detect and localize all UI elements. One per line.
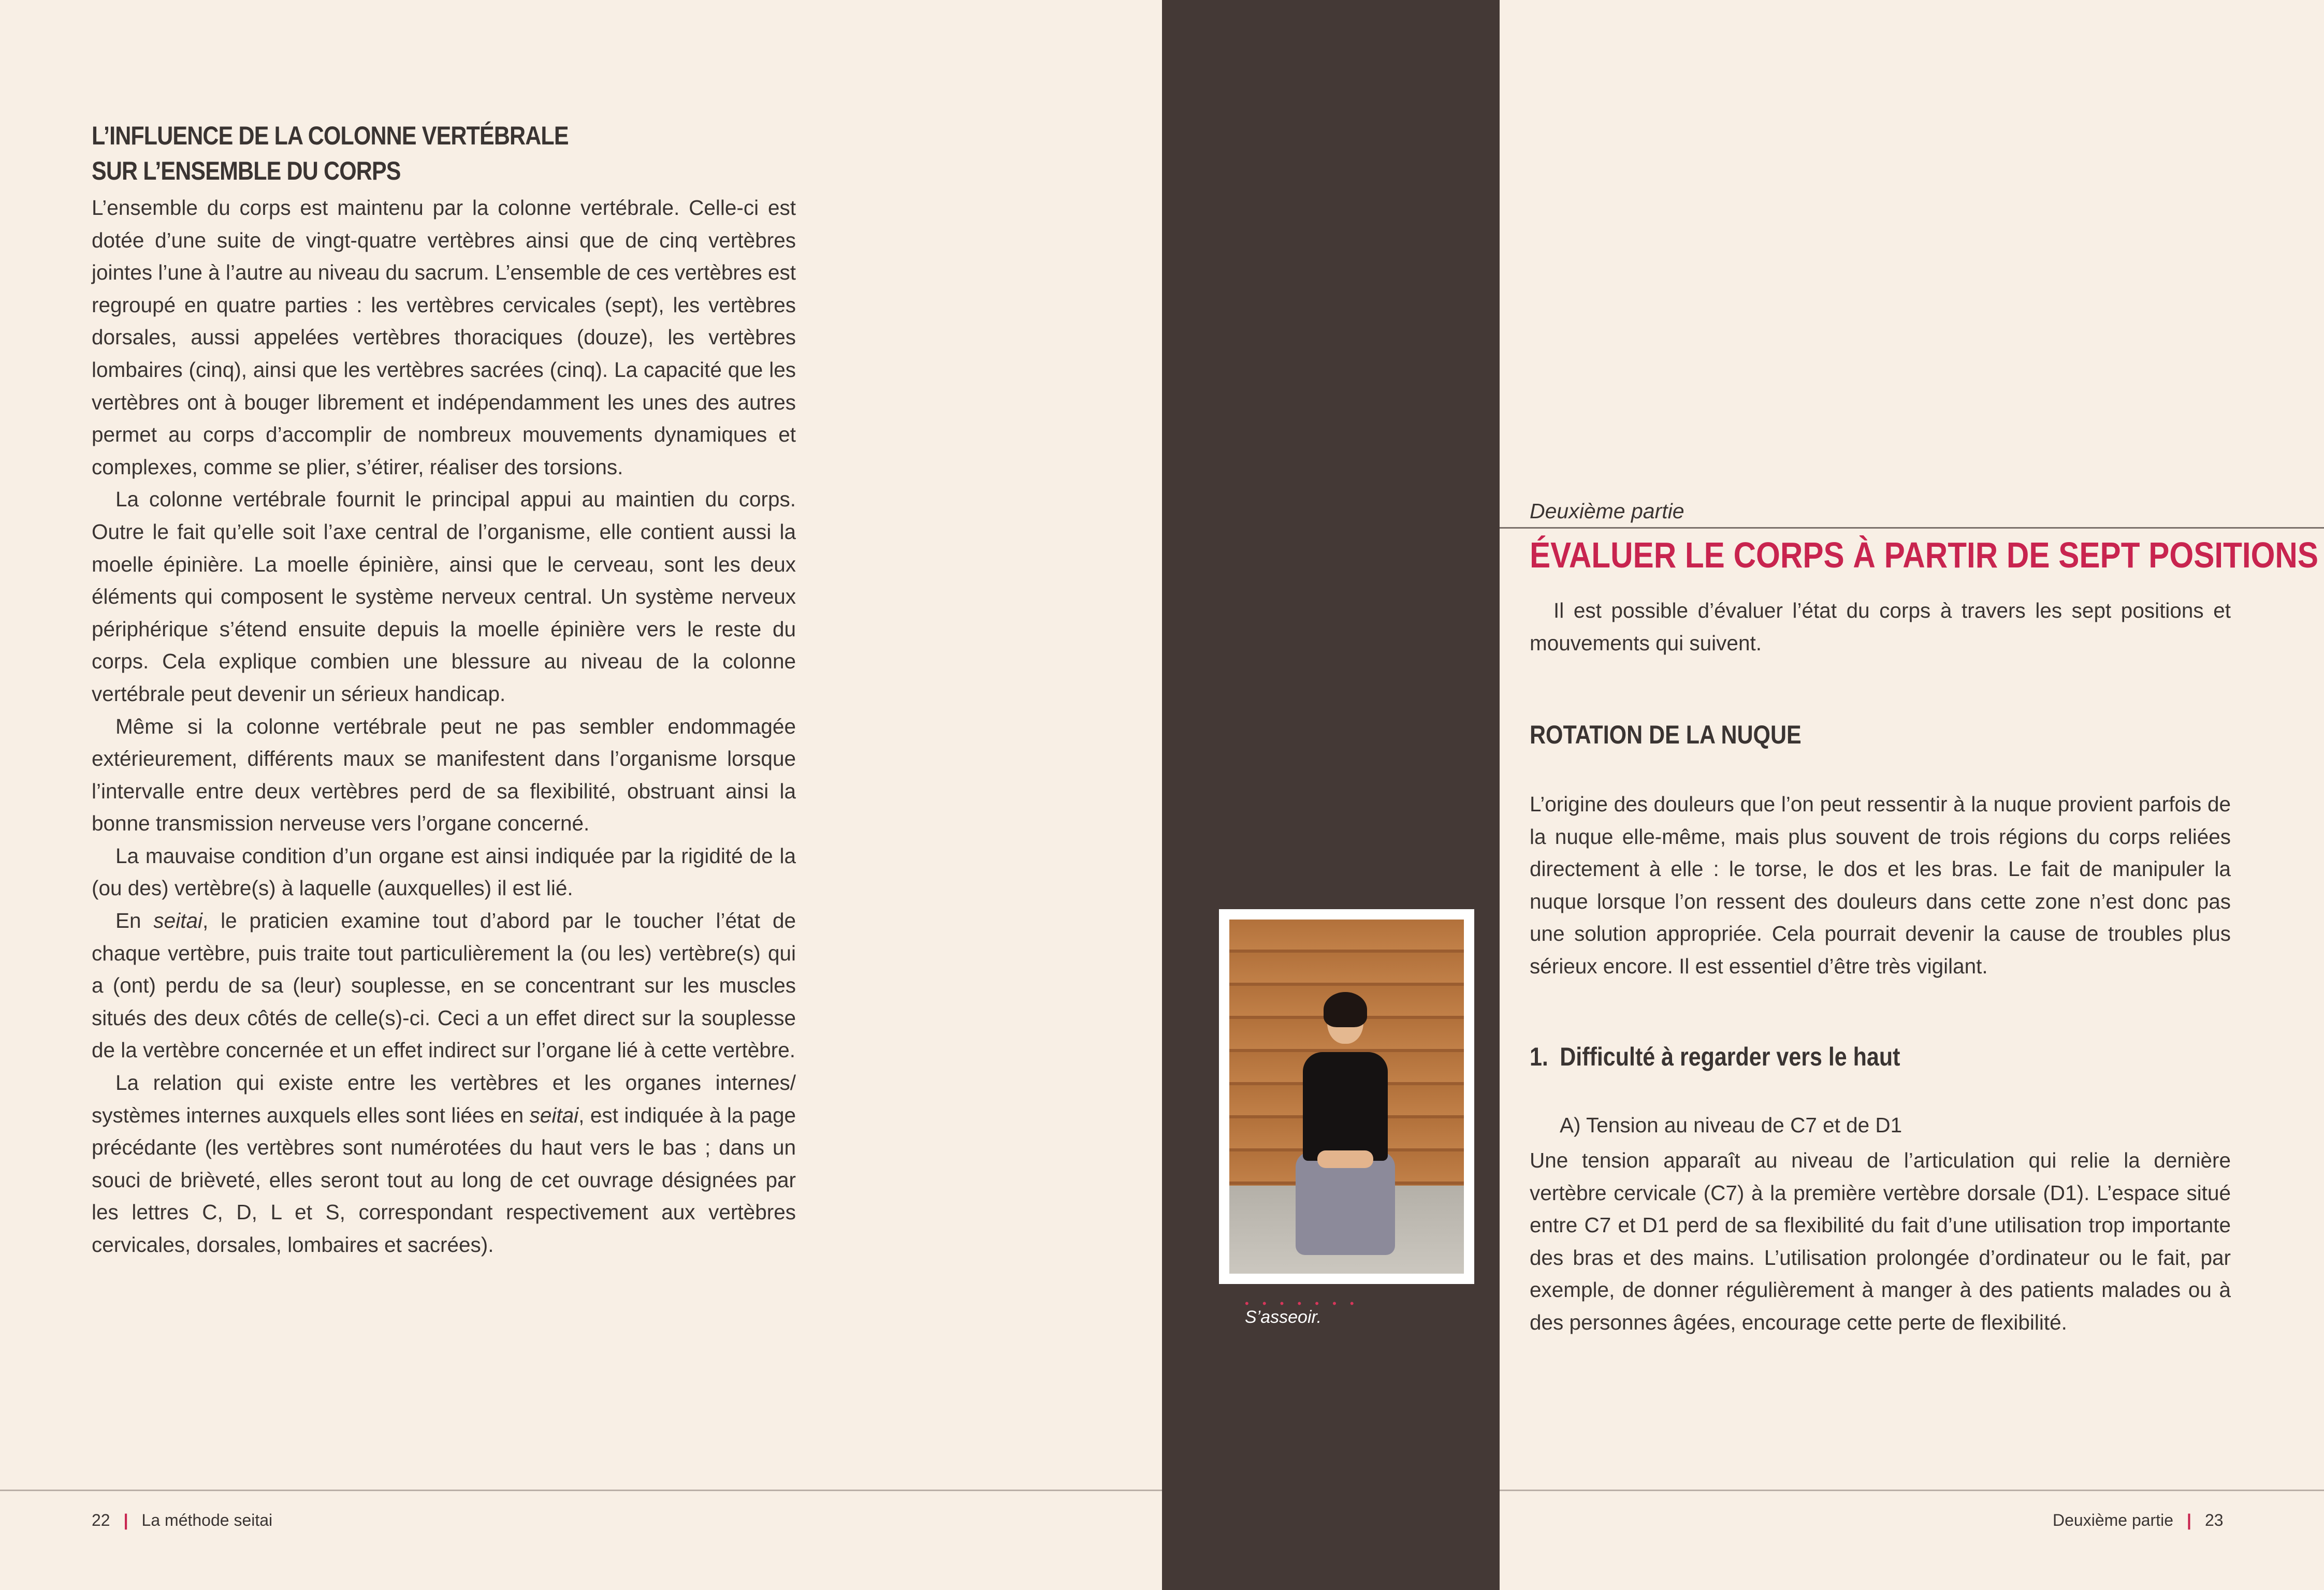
- paragraph-6-term: seitai: [529, 1103, 579, 1127]
- section-heading-line-2: SUR L’ENSEMBLE DU CORPS: [92, 156, 401, 185]
- tension-paragraph: Une tension apparaît au niveau de l’articulation qui relie la dernière vertèbre cervicale (C7) à la première vertèbre dorsale (D1). L’espace situé entre C7 et D1 perd de sa flexibilité du fait d’une utilisation trop importante des bras et des mains. L’utilisation prolongée d’ordinateur ou le fait, par exemple, de donner régulièrement à manger à des patients malades ou à des personnes âgées, encourage cette perte de flexibilité.: [1530, 1148, 2231, 1334]
- running-title-left: La méthode seitai: [141, 1511, 273, 1529]
- left-footer: [92, 1511, 272, 1530]
- paragraph-6-rest: , est indiquée à la page précédante (les vertèbres sont numérotées du haut vers le bas ; dans un souci de brièveté, elles seront tout au long de cet ouvrage désignées par les lettres C, D, L et S, correspondant respectivement aux vertèbres cervicales, dorsales, lombaires et sacrées).: [92, 1103, 796, 1257]
- paragraph-4: La mauvaise condition d’un organe est ainsi indiquée par la rigidité de la (ou des) vertèbre(s) à laquelle (auxquelles) il est lié.: [92, 843, 796, 900]
- page-number-right: 23: [2204, 1511, 2224, 1529]
- right-footer-rule: [1500, 1490, 2324, 1491]
- kicker-rule: [1500, 527, 2324, 529]
- right-footer: [2053, 1511, 2224, 1530]
- photo-figure-torso: [1303, 1052, 1388, 1161]
- paragraph-6: [92, 1067, 796, 1261]
- photo-frame: [1219, 909, 1474, 1284]
- left-body-text: [92, 192, 796, 1261]
- neck-paragraph: L’origine des douleurs que l’on peut ressentir à la nuque provient parfois de la nuque elle-même, mais plus souvent de trois régions du corps reliées directement à elle : le torse, le dos et les bras. Le fait de manipuler la nuque lorsque l’on ressent des douleurs dans cette zone n’est donc pas une solution appropriée. Cela pourrait devenir la cause de troubles plus sérieux encore. Il est essentiel d’être très vigilant.: [1530, 792, 2231, 978]
- intro-text: [1530, 594, 2231, 659]
- photo-figure-hair: [1324, 992, 1367, 1027]
- paragraph-3: Même si la colonne vertébrale peut ne pas sembler endommagée extérieurement, différents maux se manifestent dans l’organisme lorsque l’intervalle entre deux vertèbres perd de sa flexibilité, obstruant ainsi la bonne transmission nerveuse vers l’organe concerné.: [92, 714, 796, 836]
- intro-paragraph: Il est possible d’évaluer l’état du corps à travers les sept positions et mouvements qui suivent.: [1530, 599, 2231, 655]
- numbered-heading-title: Difficulté à regarder vers le haut: [1560, 1042, 1900, 1071]
- footer-separator-right: |: [2187, 1511, 2191, 1529]
- paragraph-6-start: La relation qui existe entre les vertèbres et les organes internes/ systèmes internes auxquels elles sont liées en: [92, 1071, 796, 1127]
- center-dark-band: [1162, 0, 1500, 1590]
- section-heading-line-1: L’INFLUENCE DE LA COLONNE VERTÉBRALE: [92, 121, 569, 150]
- footer-separator: |: [123, 1511, 128, 1529]
- paragraph-5-term: seitai: [153, 909, 202, 933]
- part-kicker: Deuxième partie: [1530, 499, 1684, 523]
- sub-point-a: A) Tension au niveau de C7 et de D1: [1560, 1113, 1902, 1137]
- running-title-right: Deuxième partie: [2053, 1511, 2173, 1529]
- page-number-left: 22: [92, 1511, 110, 1529]
- left-footer-rule: [0, 1490, 1162, 1491]
- paragraph-2: La colonne vertébrale fournit le principal appui au maintien du corps. Outre le fait qu’elle soit l’axe central de l’organisme, elle contient aussi la moelle épinière. La moelle épinière, ainsi que le cerveau, sont les deux éléments qui composent le système nerveux central. Un système nerveux périphérique s’étend ensuite depuis la moelle épinière vers le reste du corps. Cela explique combien une blessure au niveau de la colonne vertébrale peut devenir un sérieux handicap.: [92, 487, 796, 706]
- part-title: ÉVALUER LE CORPS À PARTIR DE SEPT POSITIONS: [1530, 535, 2319, 575]
- numbered-heading-number: 1.: [1530, 1042, 1548, 1071]
- caption-dots: • • • • • • •: [1245, 1297, 1359, 1310]
- photo-figure-hands: [1317, 1150, 1373, 1168]
- subheading: ROTATION DE LA NUQUE: [1530, 720, 1802, 749]
- section-heading: [92, 118, 626, 188]
- paragraph-5: [92, 905, 796, 1067]
- numbered-heading: [1530, 1042, 1900, 1072]
- left-page-content: [92, 118, 796, 1261]
- seated-woman-photo: [1229, 920, 1464, 1274]
- paragraph-1: L’ensemble du corps est maintenu par la colonne vertébrale. Celle-ci est dotée d’une suite de vingt-quatre vertèbres ainsi que de cinq vertèbres jointes l’une à l’autre au niveau du sacrum. L’ensemble de ces vertèbres est regroupé en quatre parties : les vertèbres cervicales (sept), les vertèbres dorsales, aussi appelées vertèbres thoraciques (douze), les vertèbres lombaires (cinq), ainsi que les vertèbres sacrées (cinq). La capacité que les vertèbres ont à bouger librement et indépendamment les unes des autres permet au corps d’accomplir de nombreux mouvements dynamiques et complexes, comme se plier, s’étirer, réaliser des torsions.: [92, 196, 796, 479]
- photo-caption: S’asseoir.: [1245, 1307, 1322, 1327]
- paragraph-5-rest: , le praticien examine tout d’abord par le toucher l’état de chaque vertèbre, puis traite tout particulièrement la (ou les) vertèbre(s) qui a (ont) perdu de sa (leur) souplesse, en se concentrant sur les muscles situés des deux côtés de celle(s)-ci. Ceci a un effet direct sur la souplesse de la vertèbre concernée et un effet indirect sur l’organe lié à cette vertèbre.: [92, 909, 796, 1062]
- paragraph-5-start: En: [115, 909, 154, 933]
- tension-text: [1530, 1144, 2231, 1339]
- neck-text: [1530, 788, 2231, 983]
